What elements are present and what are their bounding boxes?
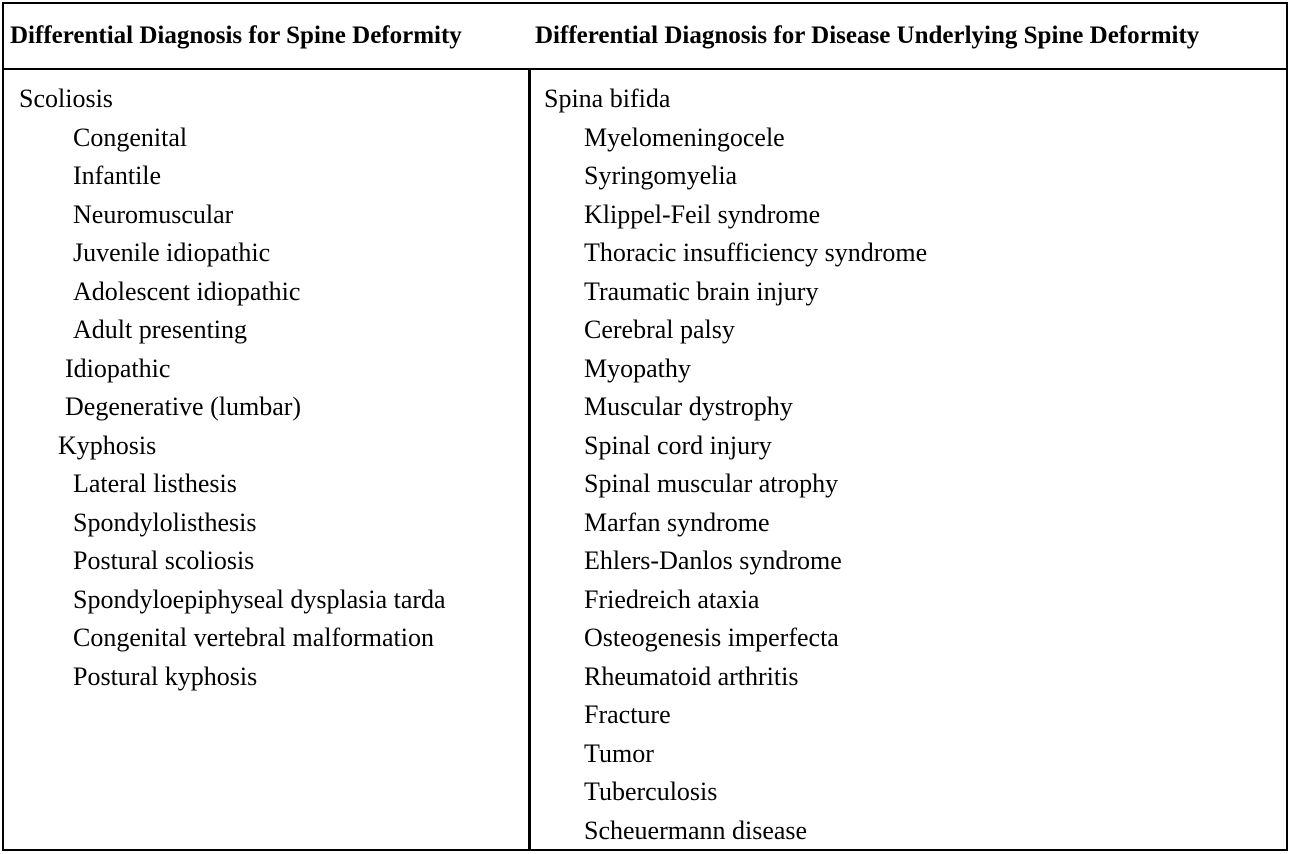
- header-underlying-disease: Differential Diagnosis for Disease Underlying Spine Deformity: [535, 22, 1200, 49]
- list-item: Tuberculosis: [584, 777, 718, 806]
- list-item: Idiopathic: [65, 353, 171, 383]
- column-divider: [528, 68, 531, 851]
- list-item: Juvenile idiopathic: [73, 238, 271, 267]
- list-item: Spinal muscular atrophy: [584, 469, 839, 498]
- list-item: Postural scoliosis: [73, 546, 255, 575]
- list-item: Myelomeningocele: [584, 122, 785, 152]
- list-item: Traumatic brain injury: [584, 276, 819, 306]
- list-item: Marfan syndrome: [584, 507, 770, 537]
- differential-diagnosis-table: [2, 2, 1288, 851]
- list-item: Cerebral palsy: [584, 315, 735, 344]
- list-item: Neuromuscular: [73, 199, 234, 229]
- list-item: Adult presenting: [73, 315, 248, 344]
- list-item: Congenital: [73, 122, 188, 152]
- list-item: Thoracic insufficiency syndrome: [584, 238, 928, 267]
- list-item: Rheumatoid arthritis: [584, 661, 799, 691]
- underlying-disease-list: [544, 82, 927, 852]
- list-item: Spina bifida: [544, 84, 671, 113]
- list-item: Postural kyphosis: [73, 661, 258, 691]
- list-item: Tumor: [584, 738, 654, 768]
- list-item: Kyphosis: [58, 430, 157, 460]
- list-item: Lateral listhesis: [73, 469, 237, 498]
- list-item: Friedreich ataxia: [584, 584, 760, 614]
- list-item: Klippel-Feil syndrome: [584, 199, 821, 229]
- list-item: Syringomyelia: [584, 161, 738, 190]
- list-item: Spondyloepiphyseal dysplasia tarda: [73, 584, 446, 614]
- list-item: Myopathy: [584, 353, 691, 383]
- header-spine-deformity: Differential Diagnosis for Spine Deformity: [10, 22, 462, 49]
- list-item: Muscular dystrophy: [584, 392, 793, 421]
- list-item: Osteogenesis imperfecta: [584, 623, 839, 652]
- list-item: Scheuermann disease: [584, 815, 808, 845]
- list-item: Congenital vertebral malformation: [73, 623, 434, 652]
- table-header-row: [4, 4, 1286, 70]
- list-item: Spinal cord injury: [584, 430, 772, 460]
- list-item: Infantile: [73, 161, 162, 190]
- spine-deformity-list: [19, 82, 446, 698]
- list-item: Ehlers-Danlos syndrome: [584, 546, 842, 575]
- list-item: Scoliosis: [19, 84, 113, 113]
- list-item: Degenerative (lumbar): [65, 392, 302, 421]
- list-item: Adolescent idiopathic: [73, 276, 301, 306]
- list-item: Spondylolisthesis: [73, 507, 257, 537]
- list-item: Fracture: [584, 700, 671, 729]
